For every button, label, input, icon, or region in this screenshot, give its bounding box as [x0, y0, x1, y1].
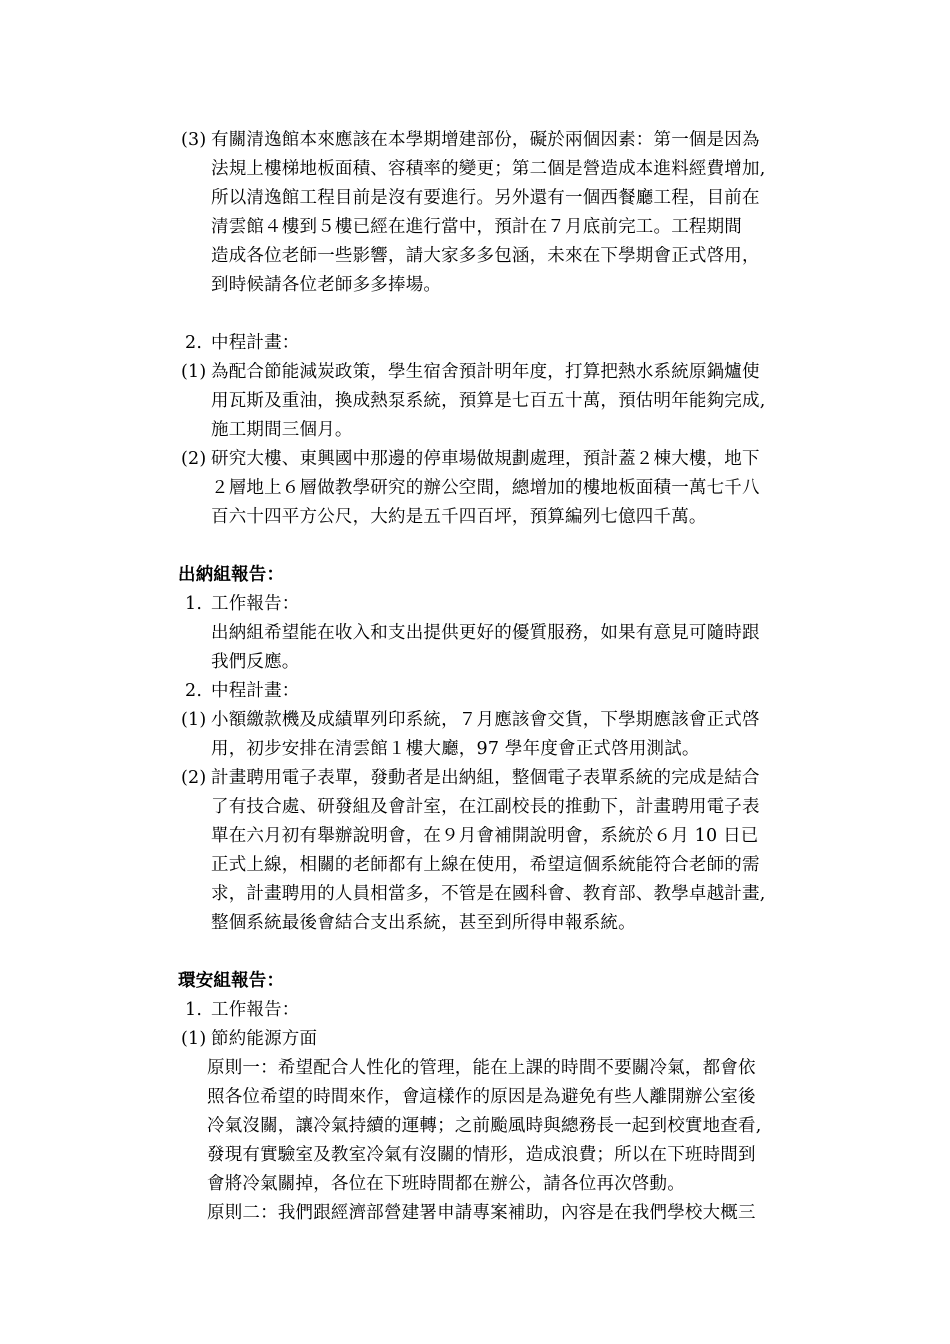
paragraph-line: 出納組希望能在收入和支出提供更好的優質服務，如果有意見可隨時跟: [211, 623, 760, 643]
paragraph-line: 用瓦斯及重油，換成熱泵系統，預算是七百五十萬，預估明年能夠完成,: [211, 391, 766, 411]
paragraph-line: 研究大樓、東興國中那邊的停車場做規劃處理，預計蓋２棟大樓，地下: [211, 449, 760, 469]
paragraph-line: 清雲館４樓到５樓已經在進行當中，預計在７月底前完工。工程期間: [211, 217, 742, 237]
paragraph-line: 原則一：希望配合人性化的管理，能在上課的時間不要關冷氣，都會依: [207, 1058, 756, 1078]
paragraph-line: 會將冷氣關掉，各位在下班時間都在辦公，請各位再次啓動。: [207, 1174, 685, 1194]
paragraph-line: 正式上線，相關的老師都有上線在使用，希望這個系統能符合老師的需: [211, 855, 760, 875]
paragraph-line: 計畫聘用電子表單，發動者是出納組，整個電子表單系統的完成是結合: [211, 768, 760, 788]
paragraph-line: 造成各位老師一些影響，請大家多多包涵，未來在下學期會正式啓用，: [211, 246, 760, 266]
paragraph-line: 原則二：我們跟經濟部營建署申請專案補助，內容是在我們學校大概三: [207, 1203, 756, 1223]
paragraph-line: 有關清逸館本來應該在本學期增建部份，礙於兩個因素：第一個是因為: [211, 130, 760, 150]
paragraph-line: 冷氣沒關，讓冷氣持續的運轉；之前颱風時與總務長一起到校實地查看,: [207, 1116, 762, 1136]
subheading: 工作報告：: [211, 1000, 300, 1020]
list-marker: (2): [181, 449, 207, 469]
list-marker: (3): [181, 130, 207, 150]
paragraph-line: 整個系統最後會結合支出系統，甚至到所得申報系統。: [211, 913, 636, 933]
section-heading: 環安組報告：: [178, 971, 285, 991]
paragraph-line: 百六十四平方公尺，大約是五千四百坪，預算編列七億四千萬。: [211, 507, 707, 527]
list-marker: (1): [181, 362, 207, 382]
paragraph-line: ２層地上６層做教學研究的辦公空間，總增加的樓地板面積一萬七千八: [211, 478, 760, 498]
paragraph-line: 求，計畫聘用的人員相當多，不管是在國科會、教育部、教學卓越計畫,: [211, 884, 766, 904]
list-marker: 1.: [185, 1000, 203, 1020]
subheading: 工作報告：: [211, 594, 300, 614]
section-heading: 出納組報告：: [178, 565, 285, 585]
paragraph-line: 我們反應。: [211, 652, 300, 672]
paragraph-line: 照各位希望的時間來作，會這樣作的原因是為避免有些人離開辦公室後: [207, 1087, 756, 1107]
paragraph-line: 節約能源方面: [211, 1029, 318, 1049]
list-marker: (2): [181, 768, 207, 788]
list-marker: (1): [181, 710, 207, 730]
paragraph-line: 法規上樓梯地板面積、容積率的變更；第二個是營造成本進料經費增加,: [211, 159, 766, 179]
paragraph-line: 了有技合處、研發組及會計室，在江副校長的推動下，計畫聘用電子表: [211, 797, 760, 817]
subheading: 中程計畫：: [211, 333, 300, 353]
paragraph-line: 用，初步安排在清雲館１樓大廳，97 學年度會正式啓用測試。: [211, 739, 700, 759]
paragraph-line: 小額繳款機及成績單列印系統，７月應該會交貨，下學期應該會正式啓: [211, 710, 760, 730]
paragraph-line: 施工期間三個月。: [211, 420, 353, 440]
list-marker: 2.: [185, 333, 203, 353]
paragraph-line: 為配合節能減炭政策，學生宿舍預計明年度，打算把熱水系統原鍋爐使: [211, 362, 760, 382]
list-marker: 2.: [185, 681, 203, 701]
paragraph-line: 發現有實驗室及教室冷氣有沒關的情形，造成浪費；所以在下班時間到: [207, 1145, 756, 1165]
paragraph-line: 到時候請各位老師多多捧場。: [211, 275, 442, 295]
paragraph-line: 所以清逸館工程目前是沒有要進行。另外還有一個西餐廳工程，目前在: [211, 188, 760, 208]
paragraph-line: 單在六月初有舉辦說明會，在９月會補開說明會，系統於６月 10 日已: [211, 826, 759, 846]
subheading: 中程計畫：: [211, 681, 300, 701]
list-marker: (1): [181, 1029, 207, 1049]
list-marker: 1.: [185, 594, 203, 614]
